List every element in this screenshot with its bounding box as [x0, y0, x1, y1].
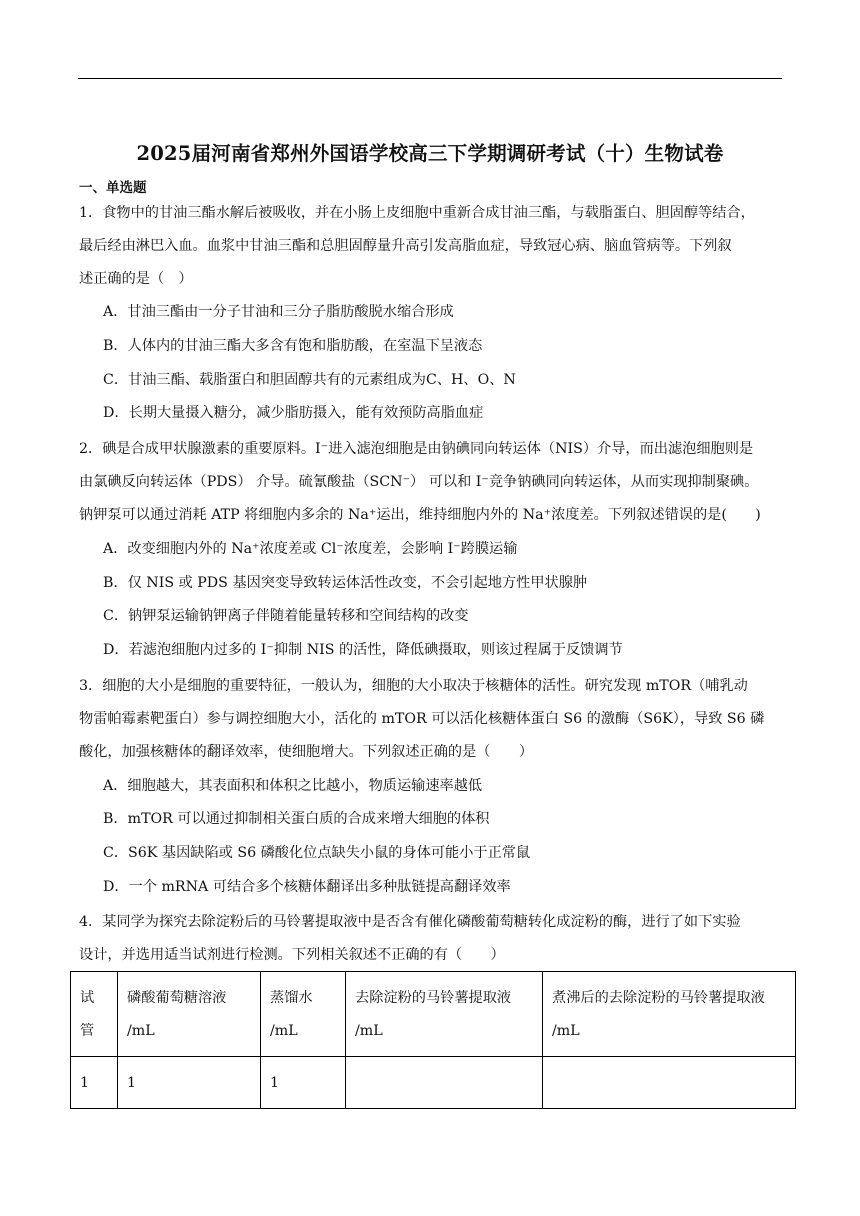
question-3-option-c[interactable]: C．S6K 基因缺陷或 S6 磷酸化位点缺失小鼠的身体可能小于正常鼠: [103, 845, 531, 861]
header-rule: [78, 78, 782, 79]
question-2-option-b[interactable]: B．仅 NIS 或 PDS 基因突变导致转运体活性改变，不会引起地方性甲状腺肿: [103, 575, 588, 591]
question-1-line-2: 最后经由淋巴入血。血浆中甘油三酯和总胆固醇量升高引发高脂血症，导致冠心病、脑血管病等。下列叙: [79, 238, 732, 254]
question-2-line-1: 2．碘是合成甲状腺激素的重要原料。I⁻进入滤泡细胞是由钠碘同向转运体（NIS）介导，而出滤泡细胞则是: [79, 441, 754, 457]
question-2-stem: [79, 433, 787, 532]
question-1-option-a[interactable]: A．甘油三酯由一分子甘油和三分子脂肪酸脱水缩合形成: [103, 304, 454, 320]
question-3-option-a[interactable]: A．细胞越大，其表面积和体积之比越小，物质运输速率越低: [103, 778, 483, 794]
table-cell: 1: [261, 1057, 346, 1109]
question-1-line-1: 1．食物中的甘油三酯水解后被吸收，并在小肠上皮细胞中重新合成甘油三酯，与载脂蛋白、胆固醇等结合，: [79, 205, 755, 221]
question-4-line-1: 4．某同学为探究去除淀粉后的马铃薯提取液中是否含有催化磷酸葡萄糖转化成淀粉的酶，进行了如下实验: [79, 914, 741, 930]
question-2-line-2: 由氯碘反向转运体（PDS） 介导。硫氰酸盐（SCN⁻） 可以和 I⁻竞争钠碘同向转运体，从而实现抑制聚碘。: [79, 474, 759, 490]
table-header-cell: 去除淀粉的马铃薯提取液 /mL: [346, 972, 543, 1057]
section-heading: 一、单选题: [79, 180, 147, 196]
question-3-line-2: 物雷帕霉素靶蛋白）参与调控细胞大小，活化的 mTOR 可以活化核糖体蛋白 S6 的激酶（S6K），导致 S6 磷: [79, 711, 765, 727]
question-4-line-2: 设计，并选用适当试剂进行检测。下列相关叙述不正确的有（ ）: [79, 947, 505, 963]
question-3-line-1: 3．细胞的大小是细胞的重要特征，一般认为，细胞的大小取决于核糖体的活性。研究发现 mTOR（哺乳动: [79, 678, 748, 694]
document-title: 2025届河南省郑州外国语学校高三下学期调研考试（十）生物试卷: [136, 142, 724, 165]
table-cell: [346, 1057, 543, 1109]
table-cell: 1: [71, 1057, 118, 1109]
question-2-option-d[interactable]: D．若滤泡细胞内过多的 I⁻抑制 NIS 的活性，降低碘摄取，则该过程属于反馈调节: [103, 642, 623, 658]
question-4-stem: [79, 906, 787, 972]
table-row: [71, 1057, 796, 1109]
table-header-cell: 蒸馏水 /mL: [261, 972, 346, 1057]
question-1-option-b[interactable]: B．人体内的甘油三酯大多含有饱和脂肪酸，在室温下呈液态: [103, 338, 483, 354]
table-header-cell: 磷酸葡萄糖溶液 /mL: [118, 972, 261, 1057]
table-cell: [543, 1057, 796, 1109]
question-1-stem: [79, 197, 787, 296]
table-header-cell: 煮沸后的去除淀粉的马铃薯提取液 /mL: [543, 972, 796, 1057]
question-2-option-c[interactable]: C．钠钾泵运输钠钾离子伴随着能量转移和空间结构的改变: [103, 608, 469, 624]
experiment-table: [70, 971, 796, 1109]
question-3-option-b[interactable]: B．mTOR 可以通过抑制相关蛋白质的合成来增大细胞的体积: [103, 811, 490, 827]
question-1-option-d[interactable]: D．长期大量摄入糖分，减少脂肪摄入，能有效预防高脂血症: [103, 405, 484, 421]
question-1-option-c[interactable]: C．甘油三酯、载脂蛋白和胆固醇共有的元素组成为C、H、O、N: [103, 372, 516, 388]
question-2-line-3: 钠钾泵可以通过消耗 ATP 将细胞内多余的 Na⁺运出，维持细胞内外的 Na⁺浓度差。下列叙述错误的是( ): [79, 507, 761, 523]
question-2-option-a[interactable]: A．改变细胞内外的 Na⁺浓度差或 Cl⁻浓度差，会影响 I⁻跨膜运输: [103, 541, 518, 557]
question-3-option-d[interactable]: D．一个 mRNA 可结合多个核糖体翻译出多种肽链提高翻译效率: [103, 879, 511, 895]
question-3-line-3: 酸化，加强核糖体的翻译效率，使细胞增大。下列叙述正确的是（ ）: [79, 744, 534, 760]
question-3-stem: [79, 670, 787, 769]
question-1-line-3: 述正确的是（ ）: [79, 271, 193, 287]
table-header-row: [71, 972, 796, 1057]
table-header-cell: 试 管: [71, 972, 118, 1057]
table-cell: 1: [118, 1057, 261, 1109]
